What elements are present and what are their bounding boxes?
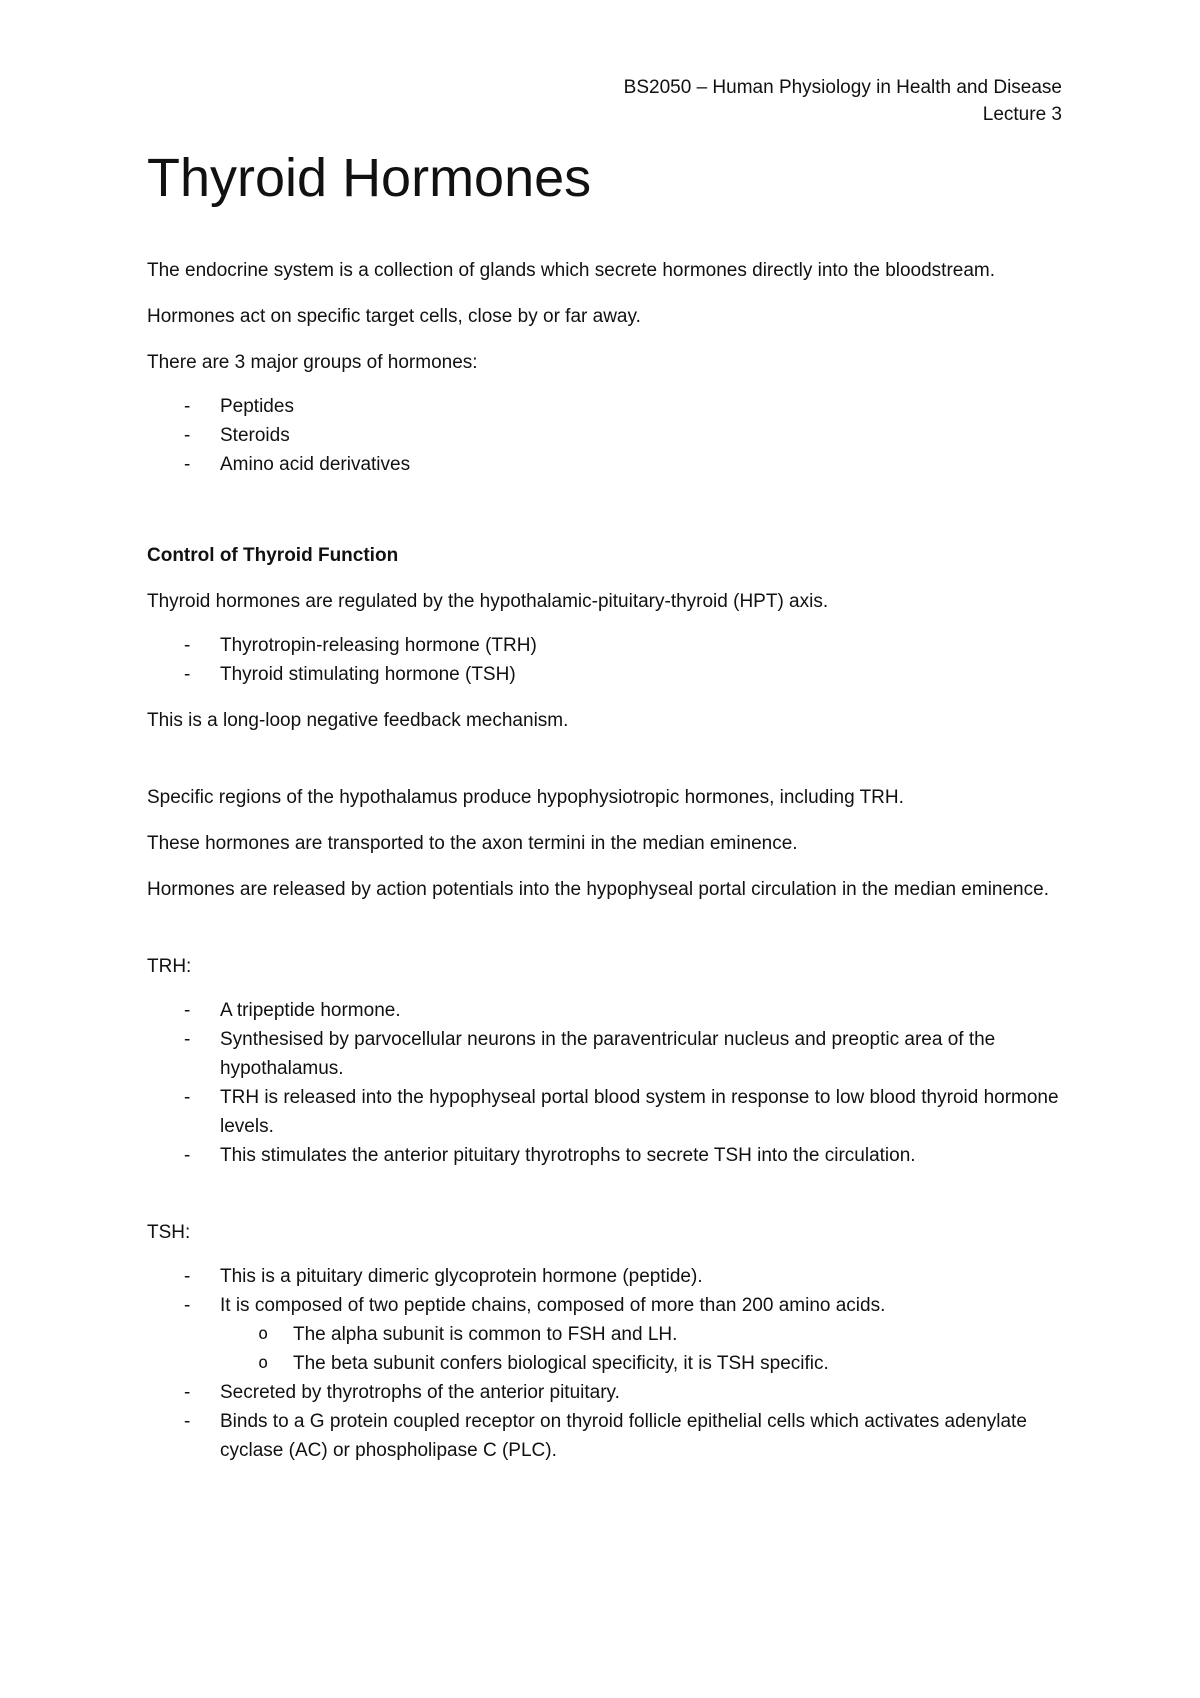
dash-marker: - (184, 635, 191, 656)
paragraph: Hormones act on specific target cells, close by or far away. (147, 306, 641, 327)
paragraph: Specific regions of the hypothalamus produce hypophysiotropic hormones, including TRH. (147, 787, 904, 808)
dash-marker: - (184, 454, 191, 475)
sub-list-item: o The beta subunit confers biological specificity, it is TSH specific. (147, 1349, 1067, 1378)
list-item: - Binds to a G protein coupled receptor on thyroid follicle epithelial cells which activates adenylate cyclase (AC) or phospholipase C (PLC). (147, 1407, 1067, 1465)
circle-bullet-marker: o (258, 1353, 269, 1373)
dash-marker: - (184, 664, 191, 685)
document-title: Thyroid Hormones (147, 148, 592, 208)
list-item: - This is a pituitary dimeric glycoprotein hormone (peptide). (147, 1262, 1067, 1291)
document-body (147, 256, 1067, 1482)
paragraph: Thyroid hormones are regulated by the hypothalamic-pituitary-thyroid (HPT) axis. (147, 591, 829, 612)
dash-marker: - (184, 425, 191, 446)
list-item: - It is composed of two peptide chains, composed of more than 200 amino acids. o The alpha subunit is common to FSH and LH. o The beta subunit confers biological specificity, it is TSH specific. (147, 1291, 1067, 1378)
lecture-number: Lecture 3 (982, 104, 1062, 125)
list-item: - Thyrotropin-releasing hormone (TRH) (147, 631, 1067, 660)
dash-marker: - (184, 1029, 191, 1050)
list-item: - This stimulates the anterior pituitary thyrotrophs to secrete TSH into the circulation. (147, 1141, 1067, 1170)
list-item: - A tripeptide hormone. (147, 996, 1067, 1025)
list-item: - Amino acid derivatives (147, 450, 1067, 479)
page-header (624, 74, 1062, 128)
dash-marker: - (184, 1295, 191, 1316)
hpt-axis-list (147, 631, 1067, 689)
dash-marker: - (184, 1411, 191, 1432)
list-item: - Steroids (147, 421, 1067, 450)
course-title: BS2050 – Human Physiology in Health and Disease (623, 77, 1062, 98)
list-item: - Synthesised by parvocellular neurons in the paraventricular nucleus and preoptic area of the hypothalamus. (147, 1025, 1067, 1083)
trh-label: TRH: (147, 956, 192, 977)
dash-marker: - (184, 396, 191, 417)
trh-list (147, 996, 1067, 1170)
paragraph: These hormones are transported to the axon termini in the median eminence. (147, 833, 798, 854)
tsh-subunit-list (220, 1320, 1067, 1378)
dash-marker: - (184, 1087, 191, 1108)
paragraph: The endocrine system is a collection of glands which secrete hormones directly into the bloodstream. (147, 260, 996, 281)
dash-marker: - (184, 1000, 191, 1021)
dash-marker: - (184, 1266, 191, 1287)
tsh-label: TSH: (147, 1222, 191, 1243)
hormone-groups-list (147, 392, 1067, 479)
list-item: - Thyroid stimulating hormone (TSH) (147, 660, 1067, 689)
circle-bullet-marker: o (258, 1324, 269, 1344)
section-heading: Control of Thyroid Function (147, 545, 399, 566)
sub-list-item: o The alpha subunit is common to FSH and LH. (147, 1320, 1067, 1349)
paragraph: There are 3 major groups of hormones: (147, 352, 478, 373)
list-item: - TRH is released into the hypophyseal portal blood system in response to low blood thyroid hormone levels. (147, 1083, 1067, 1141)
paragraph: This is a long-loop negative feedback mechanism. (147, 710, 569, 731)
dash-marker: - (184, 1145, 191, 1166)
dash-marker: - (184, 1382, 191, 1403)
paragraph: Hormones are released by action potentials into the hypophyseal portal circulation in the median eminence. (147, 879, 1049, 900)
list-item: - Secreted by thyrotrophs of the anterior pituitary. (147, 1378, 1067, 1407)
list-item: - Peptides (147, 392, 1067, 421)
tsh-list (147, 1262, 1067, 1465)
